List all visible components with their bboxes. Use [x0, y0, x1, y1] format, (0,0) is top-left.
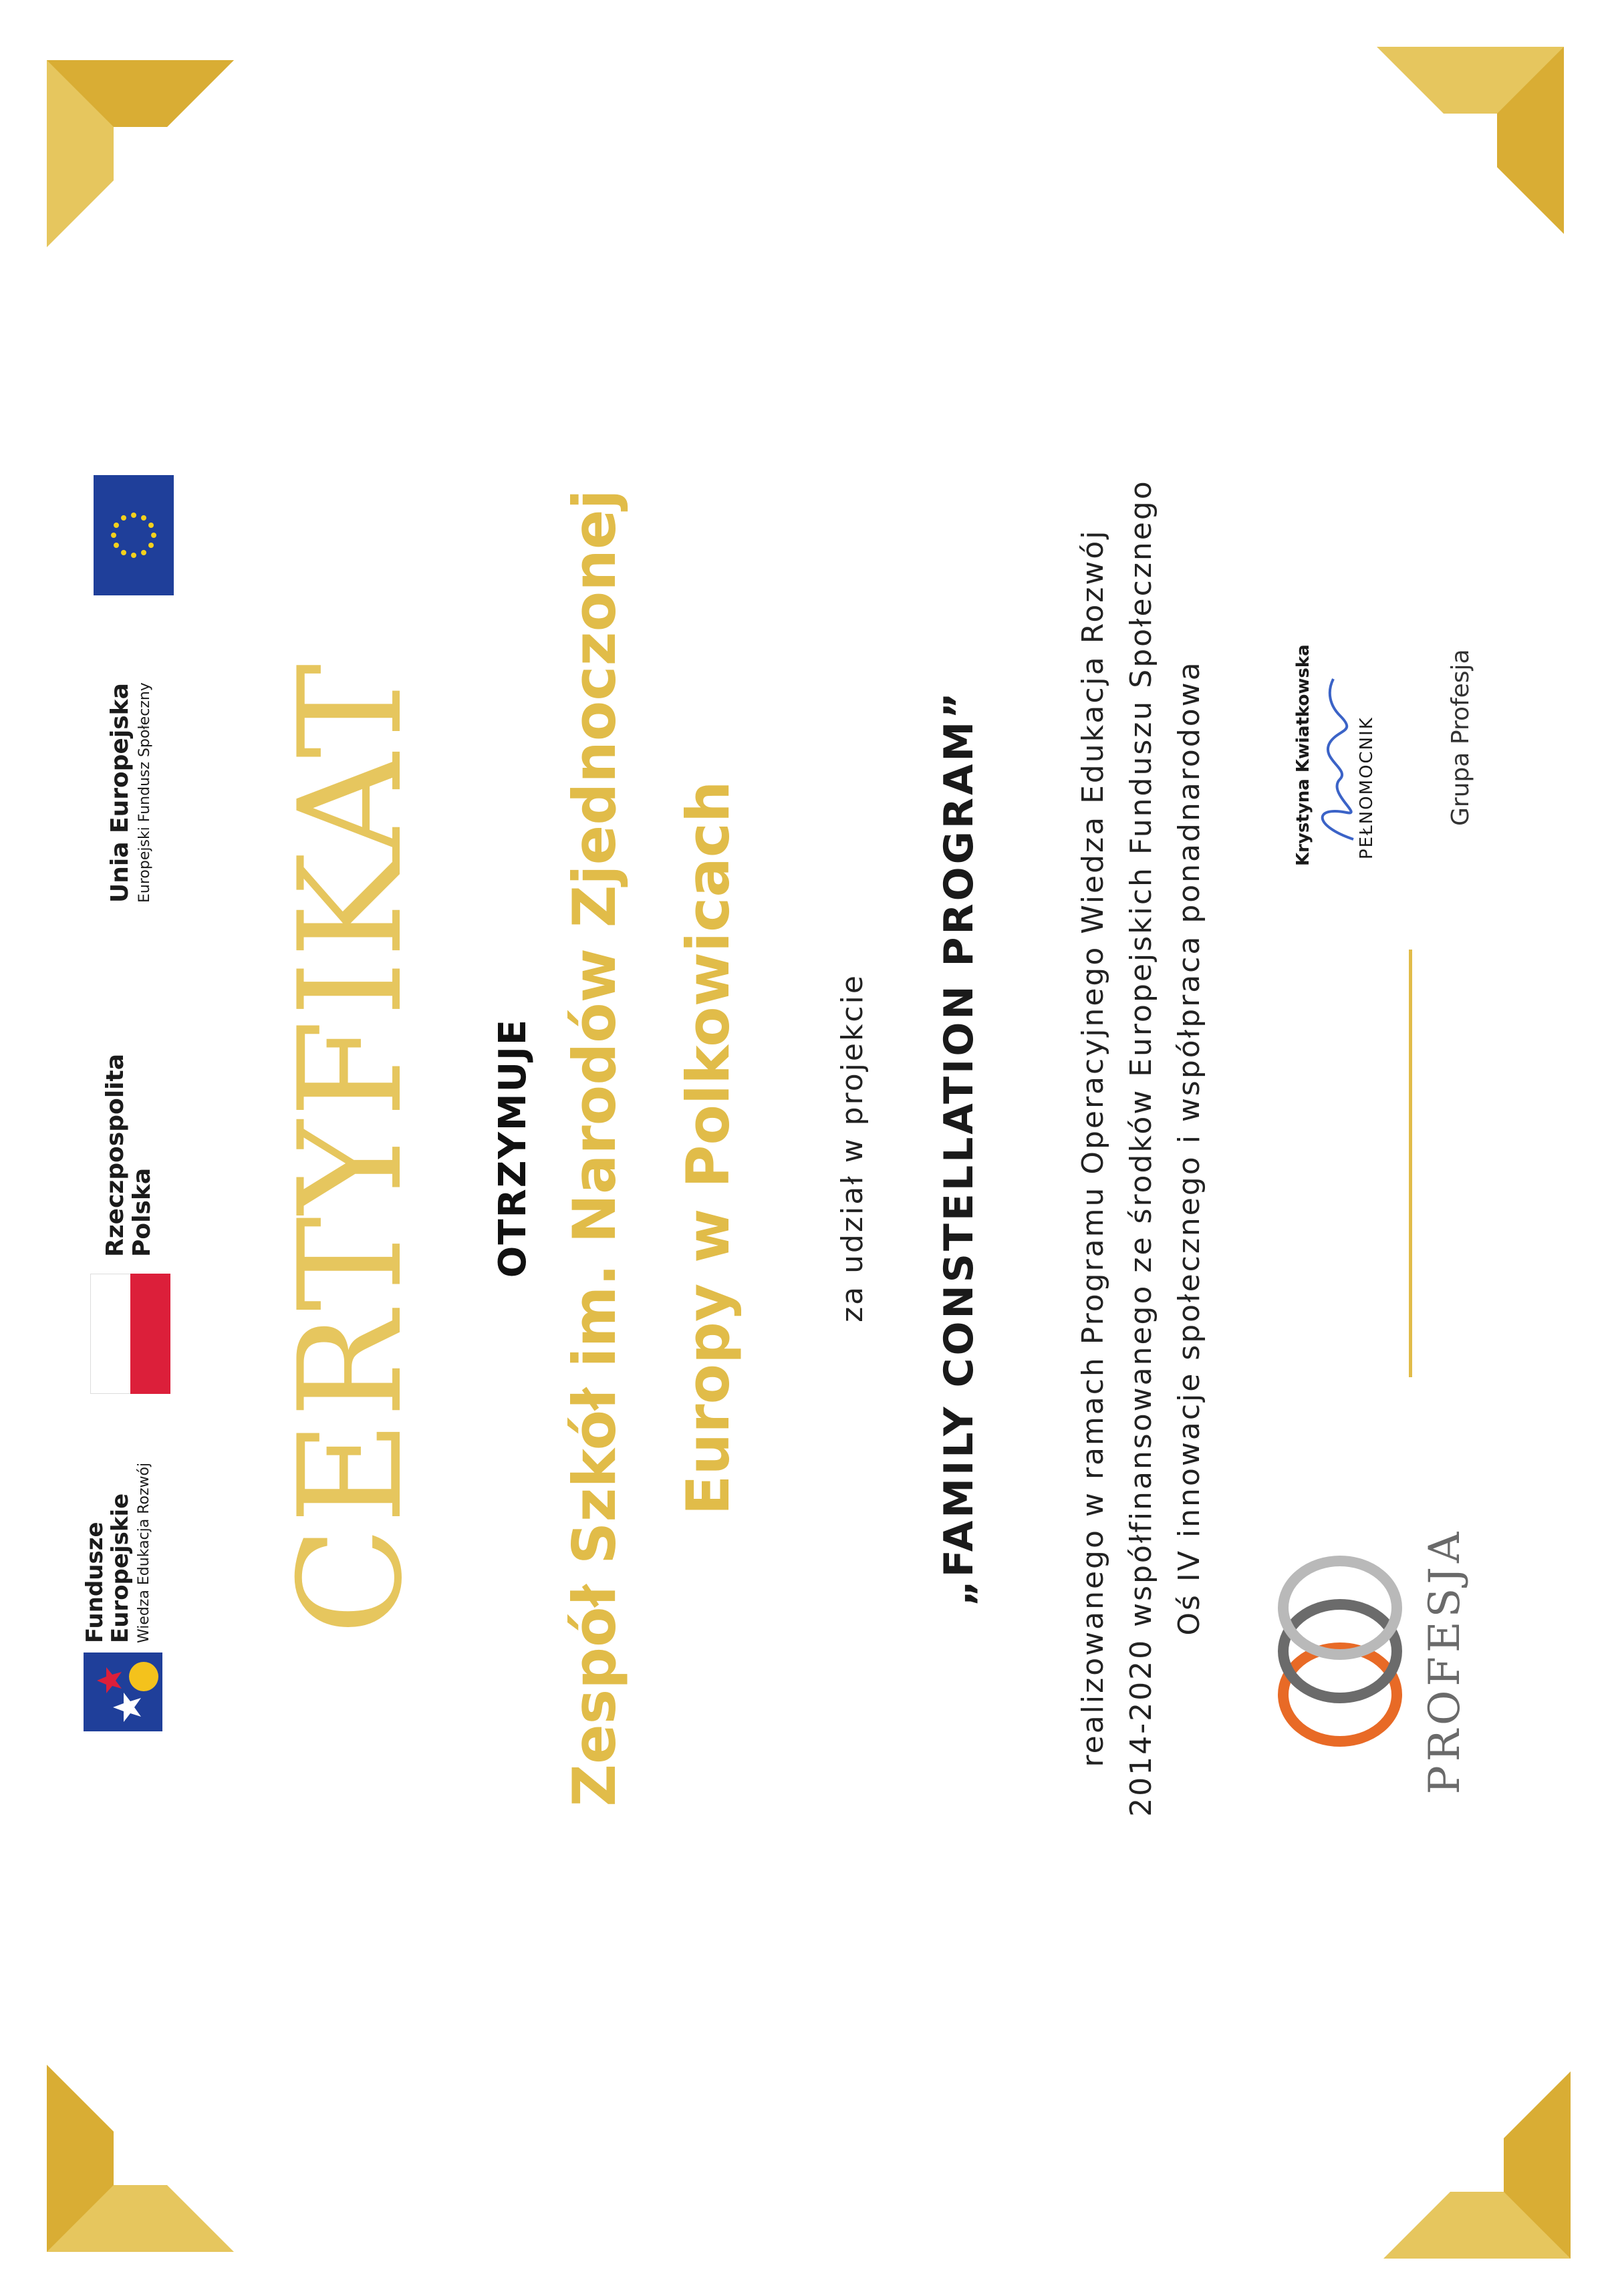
- fe-tagline: Wiedza Edukacja Rozwój: [136, 1462, 152, 1643]
- rp-name-line1: Rzeczpospolita: [102, 1054, 129, 1257]
- rzeczpospolita-polska-logo: [84, 1046, 177, 1394]
- receives-label: OTRZYMUJE: [491, 1018, 535, 1278]
- fe-name-line2: Europejskie: [107, 1493, 134, 1643]
- signatory-role: PEŁNOMOCNIK: [1357, 716, 1377, 859]
- handwritten-signature: [1300, 652, 1373, 853]
- signature-divider: [1409, 950, 1412, 1377]
- fe-star-icon: [84, 1653, 162, 1731]
- ue-name: Unia Europejska: [106, 683, 134, 903]
- fe-name-line1: Fundusze: [82, 1522, 108, 1643]
- ue-fund-name: Europejski Fundusz Społeczny: [136, 682, 153, 903]
- fundusze-europejskie-logo: [77, 1384, 177, 1731]
- description-line2: 2014-2020 współfinansowanego ze środków Europejskich Funduszu Społecznego: [1124, 479, 1158, 1817]
- profesja-rings-logo: [1260, 1534, 1420, 1775]
- eu-flag-icon: [94, 475, 174, 595]
- unia-europejska-logo: [94, 488, 180, 903]
- signatory-name: Krystyna Kwiatkowska: [1293, 644, 1313, 866]
- rp-name-line2: Polska: [128, 1167, 156, 1257]
- project-name: „FAMILY CONSTELLATION PROGRAM”: [936, 690, 982, 1606]
- participation-text: za udział w projekcie: [835, 974, 869, 1322]
- description-line1: realizowanego w ramach Programu Operacyjnego Wiedza Edukacja Rozwój: [1076, 529, 1110, 1767]
- certificate-title: CERTYFIKAT: [268, 661, 433, 1635]
- signatory-org: Grupa Profesja: [1447, 649, 1474, 826]
- recipient-line1: Zespół Szkół im. Narodów Zjednoczonej: [560, 489, 629, 1807]
- recipient-line2: Europy w Polkowicach: [674, 780, 743, 1516]
- profesja-brand: PROFESJA: [1420, 1528, 1470, 1795]
- polish-flag-icon: [90, 1274, 170, 1394]
- description-line3: Oś IV innowacje społecznego i współpraca ponadnarodowa: [1172, 660, 1206, 1636]
